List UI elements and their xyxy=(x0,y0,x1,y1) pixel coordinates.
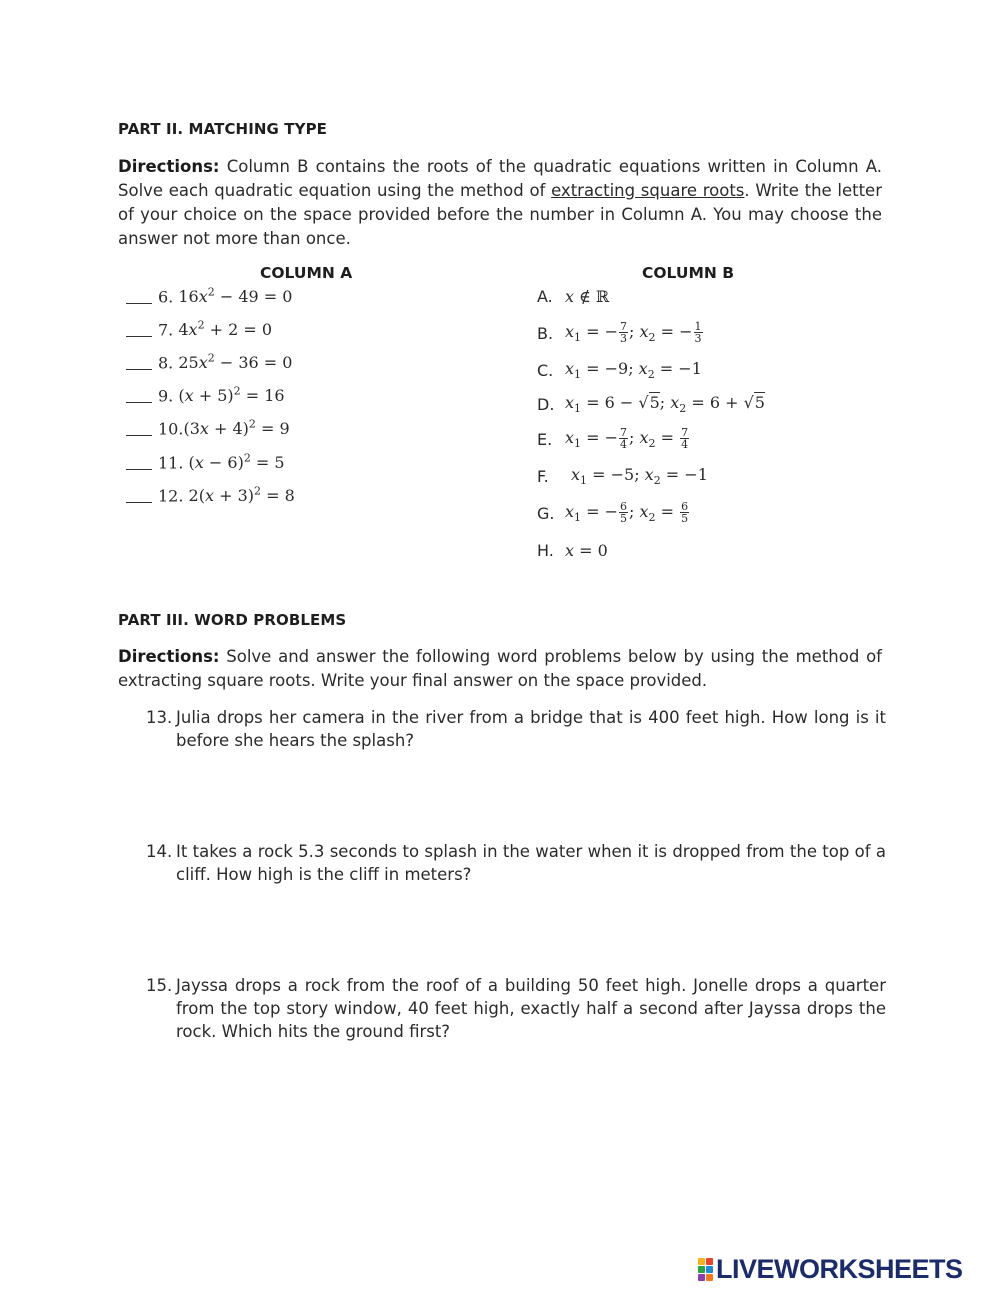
item-number: 12. xyxy=(158,486,184,506)
equation: $(3x + 4)^2 = 9$ xyxy=(183,418,290,439)
item-number: 6. xyxy=(158,287,174,307)
answer-blank[interactable] xyxy=(126,322,152,337)
column-b-item xyxy=(537,538,608,562)
part3-directions xyxy=(118,645,882,693)
choice-answer: x ∉ ℝ xyxy=(565,286,610,306)
problem-text: Jayssa drops a rock from the roof of a building 50 feet high. Jonelle drops a quarter from the top story window, 40 feet high, exactly half a second after Jayssa drops the rock. Which hits the ground first? xyxy=(176,976,886,1041)
choice-answer: x = 0 xyxy=(565,540,608,560)
item-number: 7. xyxy=(158,320,174,340)
part2-directions xyxy=(118,155,882,251)
choice-letter: C. xyxy=(537,360,554,380)
problem-13 xyxy=(146,706,886,752)
column-a-item xyxy=(126,385,285,407)
column-a-title: COLUMN A xyxy=(260,264,353,282)
column-b-item xyxy=(537,392,765,416)
problem-number: 14. xyxy=(146,842,173,861)
column-b-item xyxy=(537,318,704,348)
choice-answer: $x_1$ = − $\frac{7}{4}$ ; $x_2$ = $\frac{7}{4}$ xyxy=(565,426,689,452)
choice-answer: $x_1$ = − $\frac{6}{5}$ ; $x_2$ = $\frac{6}{5}$ xyxy=(565,500,689,526)
column-a-item xyxy=(126,286,292,308)
problem-text: Julia drops her camera in the river from a bridge that is 400 feet high. How long is it before she hears the splash? xyxy=(176,708,886,750)
item-number: 11. xyxy=(158,453,184,473)
column-b-item xyxy=(537,424,690,454)
equation: $(x - 6)^2 = 5$ xyxy=(188,452,285,473)
column-b-item xyxy=(537,284,609,308)
answer-blank[interactable] xyxy=(126,455,152,470)
answer-blank[interactable] xyxy=(126,355,152,370)
column-a-item xyxy=(126,418,290,440)
choice-letter: D. xyxy=(537,394,555,414)
answer-blank[interactable] xyxy=(126,289,152,304)
column-b-item xyxy=(537,464,708,488)
item-number: 10. xyxy=(158,419,184,439)
choice-letter: H. xyxy=(537,540,554,560)
column-a-item xyxy=(126,452,285,474)
part2-heading: PART II. MATCHING TYPE xyxy=(118,120,328,138)
directions-text-pre: Column B contains the roots of the quadratic equations written in Column A. Solve each quadratic equation using the method of xyxy=(118,157,882,200)
column-b-title: COLUMN B xyxy=(642,264,735,282)
directions-label: Directions: xyxy=(118,157,220,176)
equation: $4x^2 + 2 = 0$ xyxy=(178,319,273,340)
equation: $16x^2 - 49 = 0$ xyxy=(178,286,293,307)
choice-answer: $x_1 = -9$; $x_2 = -1$ xyxy=(565,358,702,382)
equation: $2(x + 3)^2 = 8$ xyxy=(188,485,295,506)
column-a-item xyxy=(126,352,292,374)
choice-letter: G. xyxy=(537,503,555,523)
equation: $(x + 5)^2 = 16$ xyxy=(178,385,285,406)
problem-14 xyxy=(146,840,886,886)
answer-blank[interactable] xyxy=(126,421,152,436)
choice-letter: F. xyxy=(537,466,549,486)
choice-answer: $x_1$ = − $\frac{7}{3}$ ; $x_2$ = − $\frac{1}{3}$ xyxy=(565,320,702,346)
choice-answer: $x_1 = 6 - √5$; $x_2 = 6 + √5$ xyxy=(565,392,765,416)
logo-text: LIVEWORKSHEETS xyxy=(716,1254,963,1284)
choice-letter: A. xyxy=(537,286,553,306)
equation: $25x^2 - 36 = 0$ xyxy=(178,352,293,373)
answer-blank[interactable] xyxy=(126,488,152,503)
column-b-item xyxy=(537,358,702,382)
choice-answer: $x_1 = -5$; $x_2 = -1$ xyxy=(571,464,708,488)
column-a-item xyxy=(126,485,295,507)
directions-underlined: extracting square roots xyxy=(551,181,745,200)
problem-number: 13. xyxy=(146,708,173,727)
choice-letter: B. xyxy=(537,323,554,343)
liveworksheets-logo xyxy=(698,1254,963,1285)
column-b-item xyxy=(537,498,690,528)
choice-letter: E. xyxy=(537,429,553,449)
item-number: 8. xyxy=(158,353,174,373)
item-number: 9. xyxy=(158,386,174,406)
directions-label: Directions: xyxy=(118,647,220,666)
problem-15 xyxy=(146,974,886,1043)
directions-text: Solve and answer the following word problems below by using the method of extracting square roots. Write your final answer on the space provided. xyxy=(118,647,882,690)
part3-heading: PART III. WORD PROBLEMS xyxy=(118,611,347,629)
problem-number: 15. xyxy=(146,976,173,995)
column-a-item xyxy=(126,319,272,341)
problem-text: It takes a rock 5.3 seconds to splash in the water when it is dropped from the top of a cliff. How high is the cliff in meters? xyxy=(176,842,886,884)
answer-blank[interactable] xyxy=(126,388,152,403)
directions-text-post: . Write the letter of your choice on the space provided before the number in Column A. You may choose the answer not more than once. xyxy=(118,181,882,248)
logo-mark-icon xyxy=(698,1258,713,1281)
